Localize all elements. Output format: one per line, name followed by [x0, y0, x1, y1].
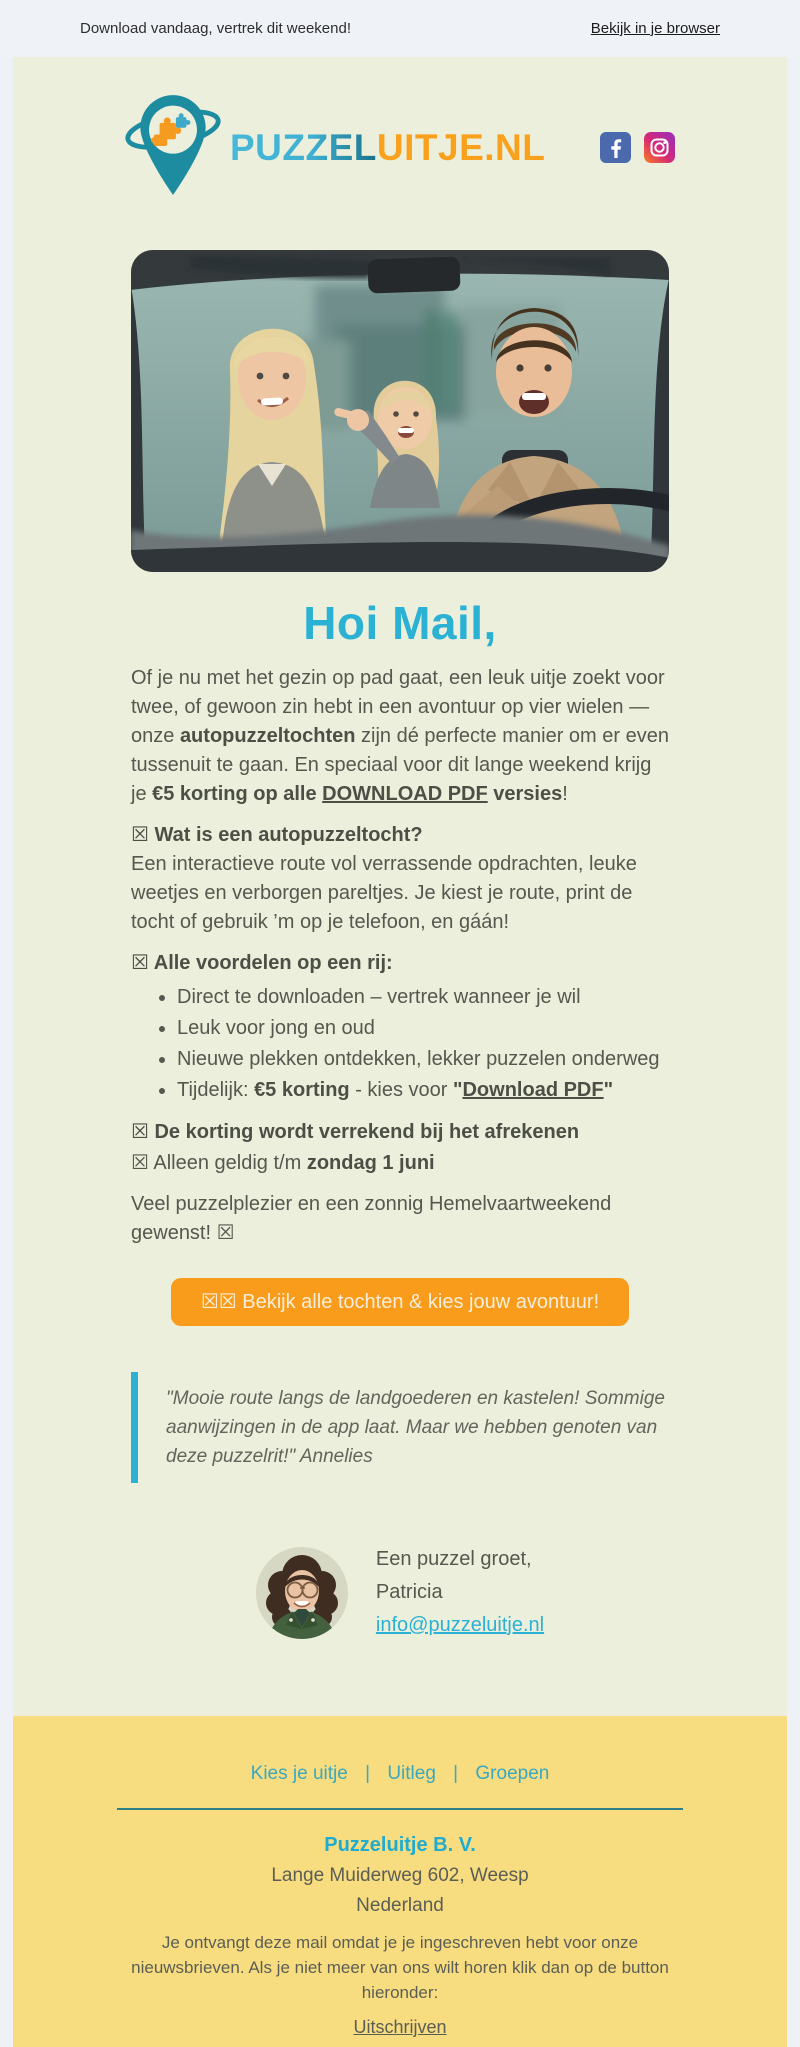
closing-line: Veel puzzelplezier en een zonnig Hemelvaartweekend gewenst! ☒ [131, 1193, 612, 1244]
social-links [600, 132, 675, 163]
unsubscribe-link[interactable]: Uitschrijven [353, 2017, 447, 2037]
footer-links [117, 1762, 683, 1786]
signature-block [131, 1543, 669, 1642]
email-body [13, 57, 787, 2047]
avatar [256, 1547, 348, 1639]
separator: | [453, 1763, 459, 1784]
hero-image-family-in-car [131, 250, 669, 572]
brand-wordmark: PUZZELUITJE.NL [230, 127, 546, 168]
what-section-title: ☒ Wat is een autopuzzeltocht? [131, 824, 423, 846]
validity-note: ☒ Alleen geldig t/m zondag 1 juni [131, 1152, 435, 1174]
what-section [131, 821, 669, 937]
list-item: • Direct te downloaden – vertrek wanneer je wil [177, 982, 669, 1013]
email-header [13, 57, 787, 204]
disclaimer-text: Je ontvangt deze mail omdat je je ingeschreven hebt voor onze nieuwsbrieven. Als je niet meer van ons wilt horen klik dan op de button hieronder: [131, 1933, 669, 2002]
company-name: Puzzeluitje B. V. [324, 1834, 476, 1856]
divider [117, 1808, 683, 1810]
cta-wrapper [131, 1278, 669, 1326]
preheader-bar [0, 0, 800, 57]
benefits-list [131, 982, 669, 1106]
signature-name: Patricia [375, 1581, 443, 1603]
intro-paragraph: Of je nu met het gezin op pad gaat, een leuk uitje zoekt voor twee, of gewoon zin hebt in een avontuur op vier wielen — onze autopuzzeltochten zijn dé perfecte manier om er even tussenuit te gaan. En speciaal voor dit lange weekend krijg je €5 korting op alle DOWNLOAD PDF versies! [131, 667, 669, 805]
signature-line: Een puzzel groet, [375, 1548, 532, 1570]
list-item: • Leuk voor jong en oud [177, 1013, 669, 1044]
brand-logo[interactable] [125, 91, 545, 204]
list-item: • Tijdelijk: €5 korting - kies voor "Download PDF" [177, 1075, 669, 1106]
view-in-browser-link[interactable]: Bekijk in je browser [590, 20, 720, 37]
footer-link-kies-je-uitje[interactable]: Kies je uitje [250, 1763, 348, 1784]
separator: | [365, 1763, 371, 1784]
what-section-body: Een interactieve route vol verrassende opdrachten, leuke weetjes en verborgen pareltjes. Je kiest je route, print de tocht of gebruik ’m op je telefoon, en gáán! [131, 853, 637, 933]
testimonial-quote: "Mooie route langs de landgoederen en kastelen! Sommige aanwijzingen in de app laat. Maar we hebben genoten van deze puzzelrit!" Annelies [131, 1372, 669, 1483]
list-item: • Nieuwe plekken ontdekken, lekker puzzelen onderweg [177, 1044, 669, 1075]
footer-link-groepen[interactable]: Groepen [475, 1763, 550, 1784]
download-pdf-emphasis: DOWNLOAD PDF [322, 783, 488, 805]
instagram-icon[interactable] [644, 132, 675, 163]
email-link[interactable]: info@puzzeluitje.nl [375, 1614, 545, 1636]
company-country: Nederland [356, 1895, 444, 1916]
benefits-title: ☒ Alle voordelen op een rij: [131, 952, 393, 974]
preheader-text: Download vandaag, vertrek dit weekend! [80, 20, 351, 37]
discount-note: ☒ De korting wordt verrekend bij het afrekenen [131, 1121, 580, 1143]
footer-link-uitleg[interactable]: Uitleg [387, 1763, 436, 1784]
facebook-icon[interactable] [600, 132, 631, 163]
signature-text [376, 1543, 544, 1642]
logo-pin-icon [125, 91, 221, 204]
email-content [13, 250, 787, 1642]
greeting-heading: Hoi Mail, [303, 597, 497, 649]
download-pdf-link-text: Download PDF [462, 1079, 604, 1101]
footer [13, 1716, 787, 2047]
cta-button[interactable]: ☒☒ Bekijk alle tochten & kies jouw avontuur! [171, 1278, 629, 1326]
company-address: Lange Muiderweg 602, Weesp [271, 1865, 529, 1886]
